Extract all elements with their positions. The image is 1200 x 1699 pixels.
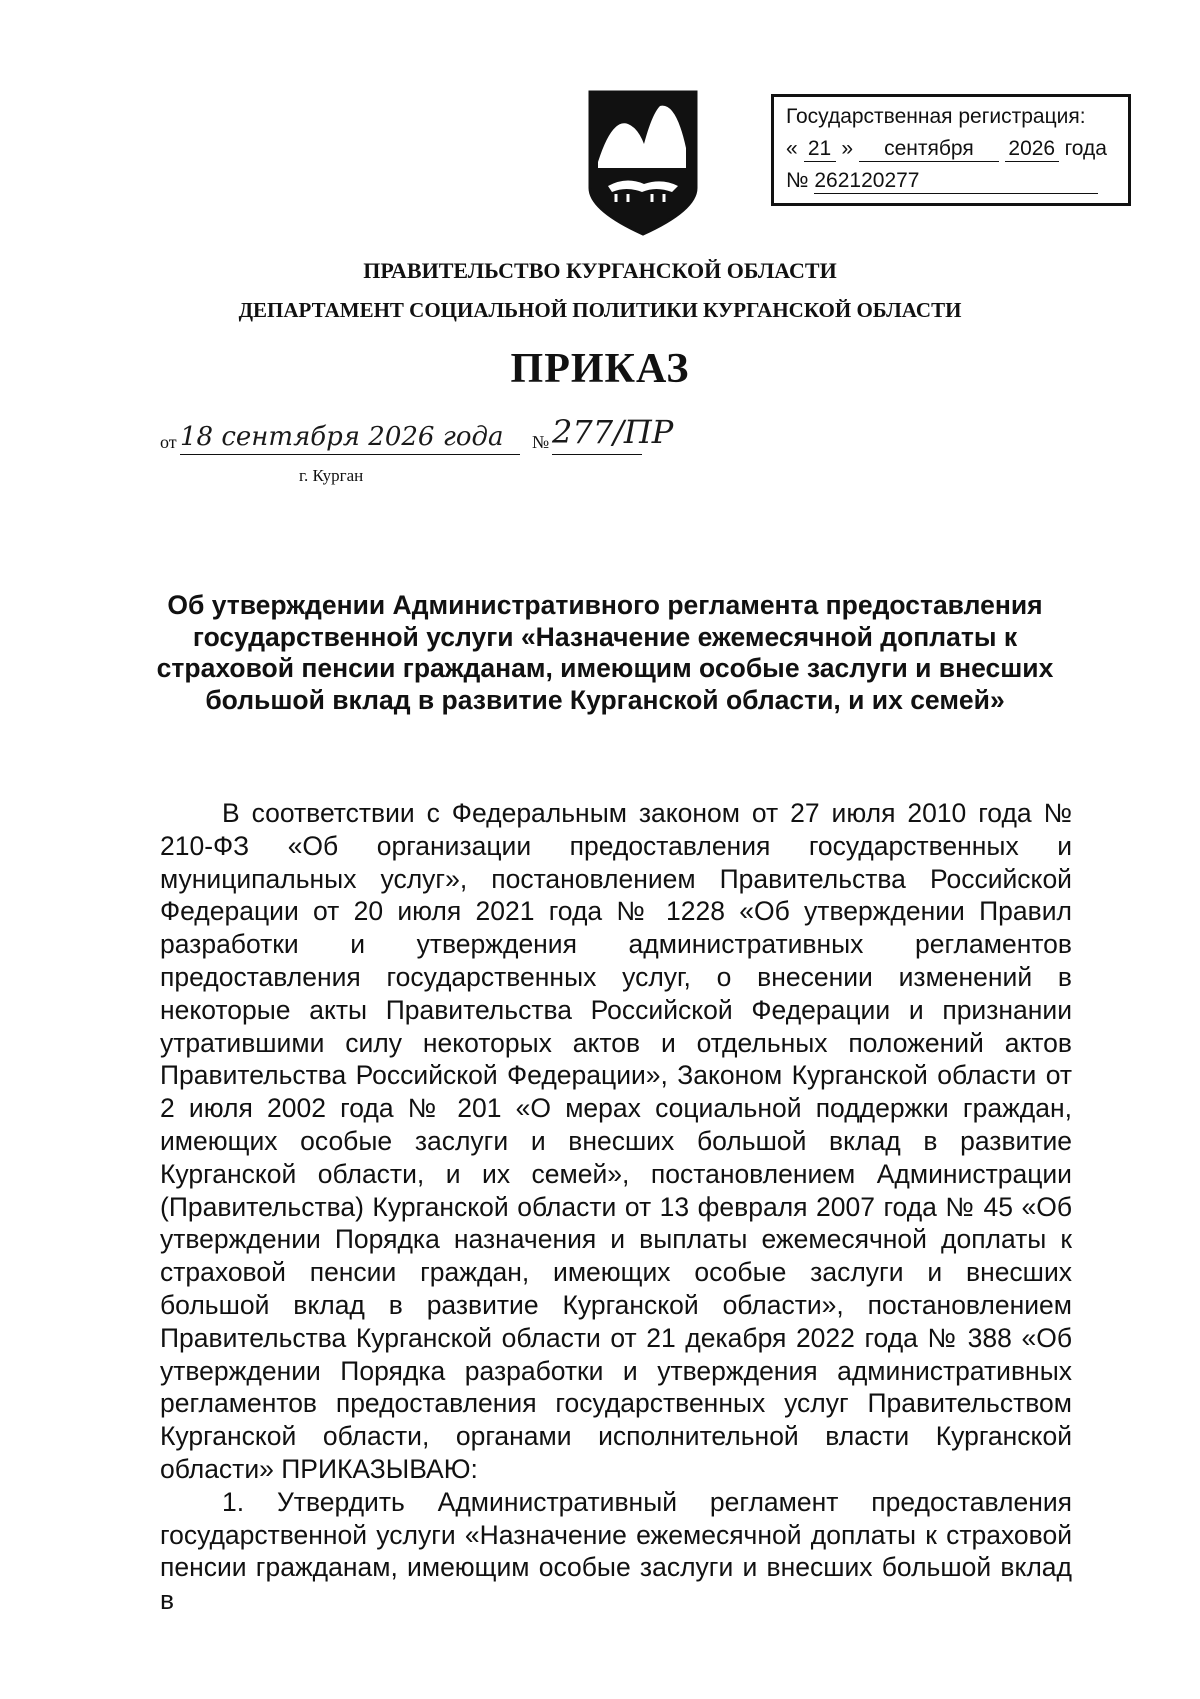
- registration-date: [786, 133, 1128, 165]
- registration-day: 21: [804, 137, 836, 162]
- document-body: [160, 797, 1072, 1617]
- registration-day-close: »: [841, 137, 854, 160]
- registration-number-label: №: [786, 169, 809, 192]
- order-date-handwritten: 18 сентября 2026 года: [180, 420, 520, 455]
- document-title: Об утверждении Административного регламента предоставления государственной услуги «Назначение ежемесячной доплаты к страховой пенсии гражданам, имеющим особые заслуги и внесших большой вклад в развитие Курганской области, и их семей»: [156, 590, 1054, 715]
- order-from-label: от: [160, 432, 177, 452]
- registration-year-suffix: года: [1064, 137, 1107, 160]
- department-name: ДЕПАРТАМЕНТ СОЦИАЛЬНОЙ ПОЛИТИКИ КУРГАНСКОЙ ОБЛАСТИ: [238, 298, 962, 322]
- government-name: ПРАВИТЕЛЬСТВО КУРГАНСКОЙ ОБЛАСТИ: [363, 258, 837, 283]
- registration-stamp: [771, 94, 1131, 206]
- registration-day-open: «: [786, 137, 798, 160]
- registration-number: 262120277: [814, 169, 1098, 194]
- coat-of-arms-emblem: [586, 88, 700, 236]
- registration-year: 2026: [1005, 137, 1059, 162]
- body-paragraph: В соответствии с Федеральным законом от 27 июля 2010 года № 210-ФЗ «Об организации предоставления государственных и муниципальных услуг», постановлением Правительства Российской Федерации от 20 июля 2021 года № 1228 «Об утверждении Правил разработки и утверждения административных регламентов предоставления государственных услуг, о внесении изменений в некоторые акты Правительства Российской Федерации и признании утратившими силу некоторых актов и отдельных положений актов Правительства Российской Федерации», Законом Курганской области от 2 июля 2002 года № 201 «О мерах социальной поддержки граждан, имеющих особые заслуги и внесших большой вклад в развитие Курганской области, и их семей», постановлением Администрации (Правительства) Курганской области от 13 февраля 2007 года № 45 «Об утверждении Порядка назначения и выплаты ежемесячной доплаты к страховой пенсии граждан, имеющих особые заслуги и внесших большой вклад в развитие Курганской области», постановлением Правительства Курганской области от 21 декабря 2022 года № 388 «Об утверждении Порядка разработки и утверждения административных регламентов предоставления государственных услуг Правительством Курганской области, органами исполнительной власти Курганской области» ПРИКАЗЫВАЮ:: [160, 798, 1072, 1484]
- registration-number-line: [786, 165, 1128, 197]
- order-number-handwritten: 277/ПР: [552, 410, 642, 455]
- registration-title: Государственная регистрация:: [786, 105, 1086, 128]
- order-number-label: №: [532, 432, 550, 452]
- order-city: г. Курган: [299, 466, 364, 485]
- registration-month: сентября: [859, 137, 999, 162]
- document-type: ПРИКАЗ: [510, 346, 690, 392]
- body-paragraph: 1. Утвердить Административный регламент предоставления государственной услуги «Назначение ежемесячной доплаты к страховой пенсии гражданам, имеющим особые заслуги и внесших большой вклад в: [160, 1486, 1072, 1616]
- order-date-line: [160, 413, 760, 480]
